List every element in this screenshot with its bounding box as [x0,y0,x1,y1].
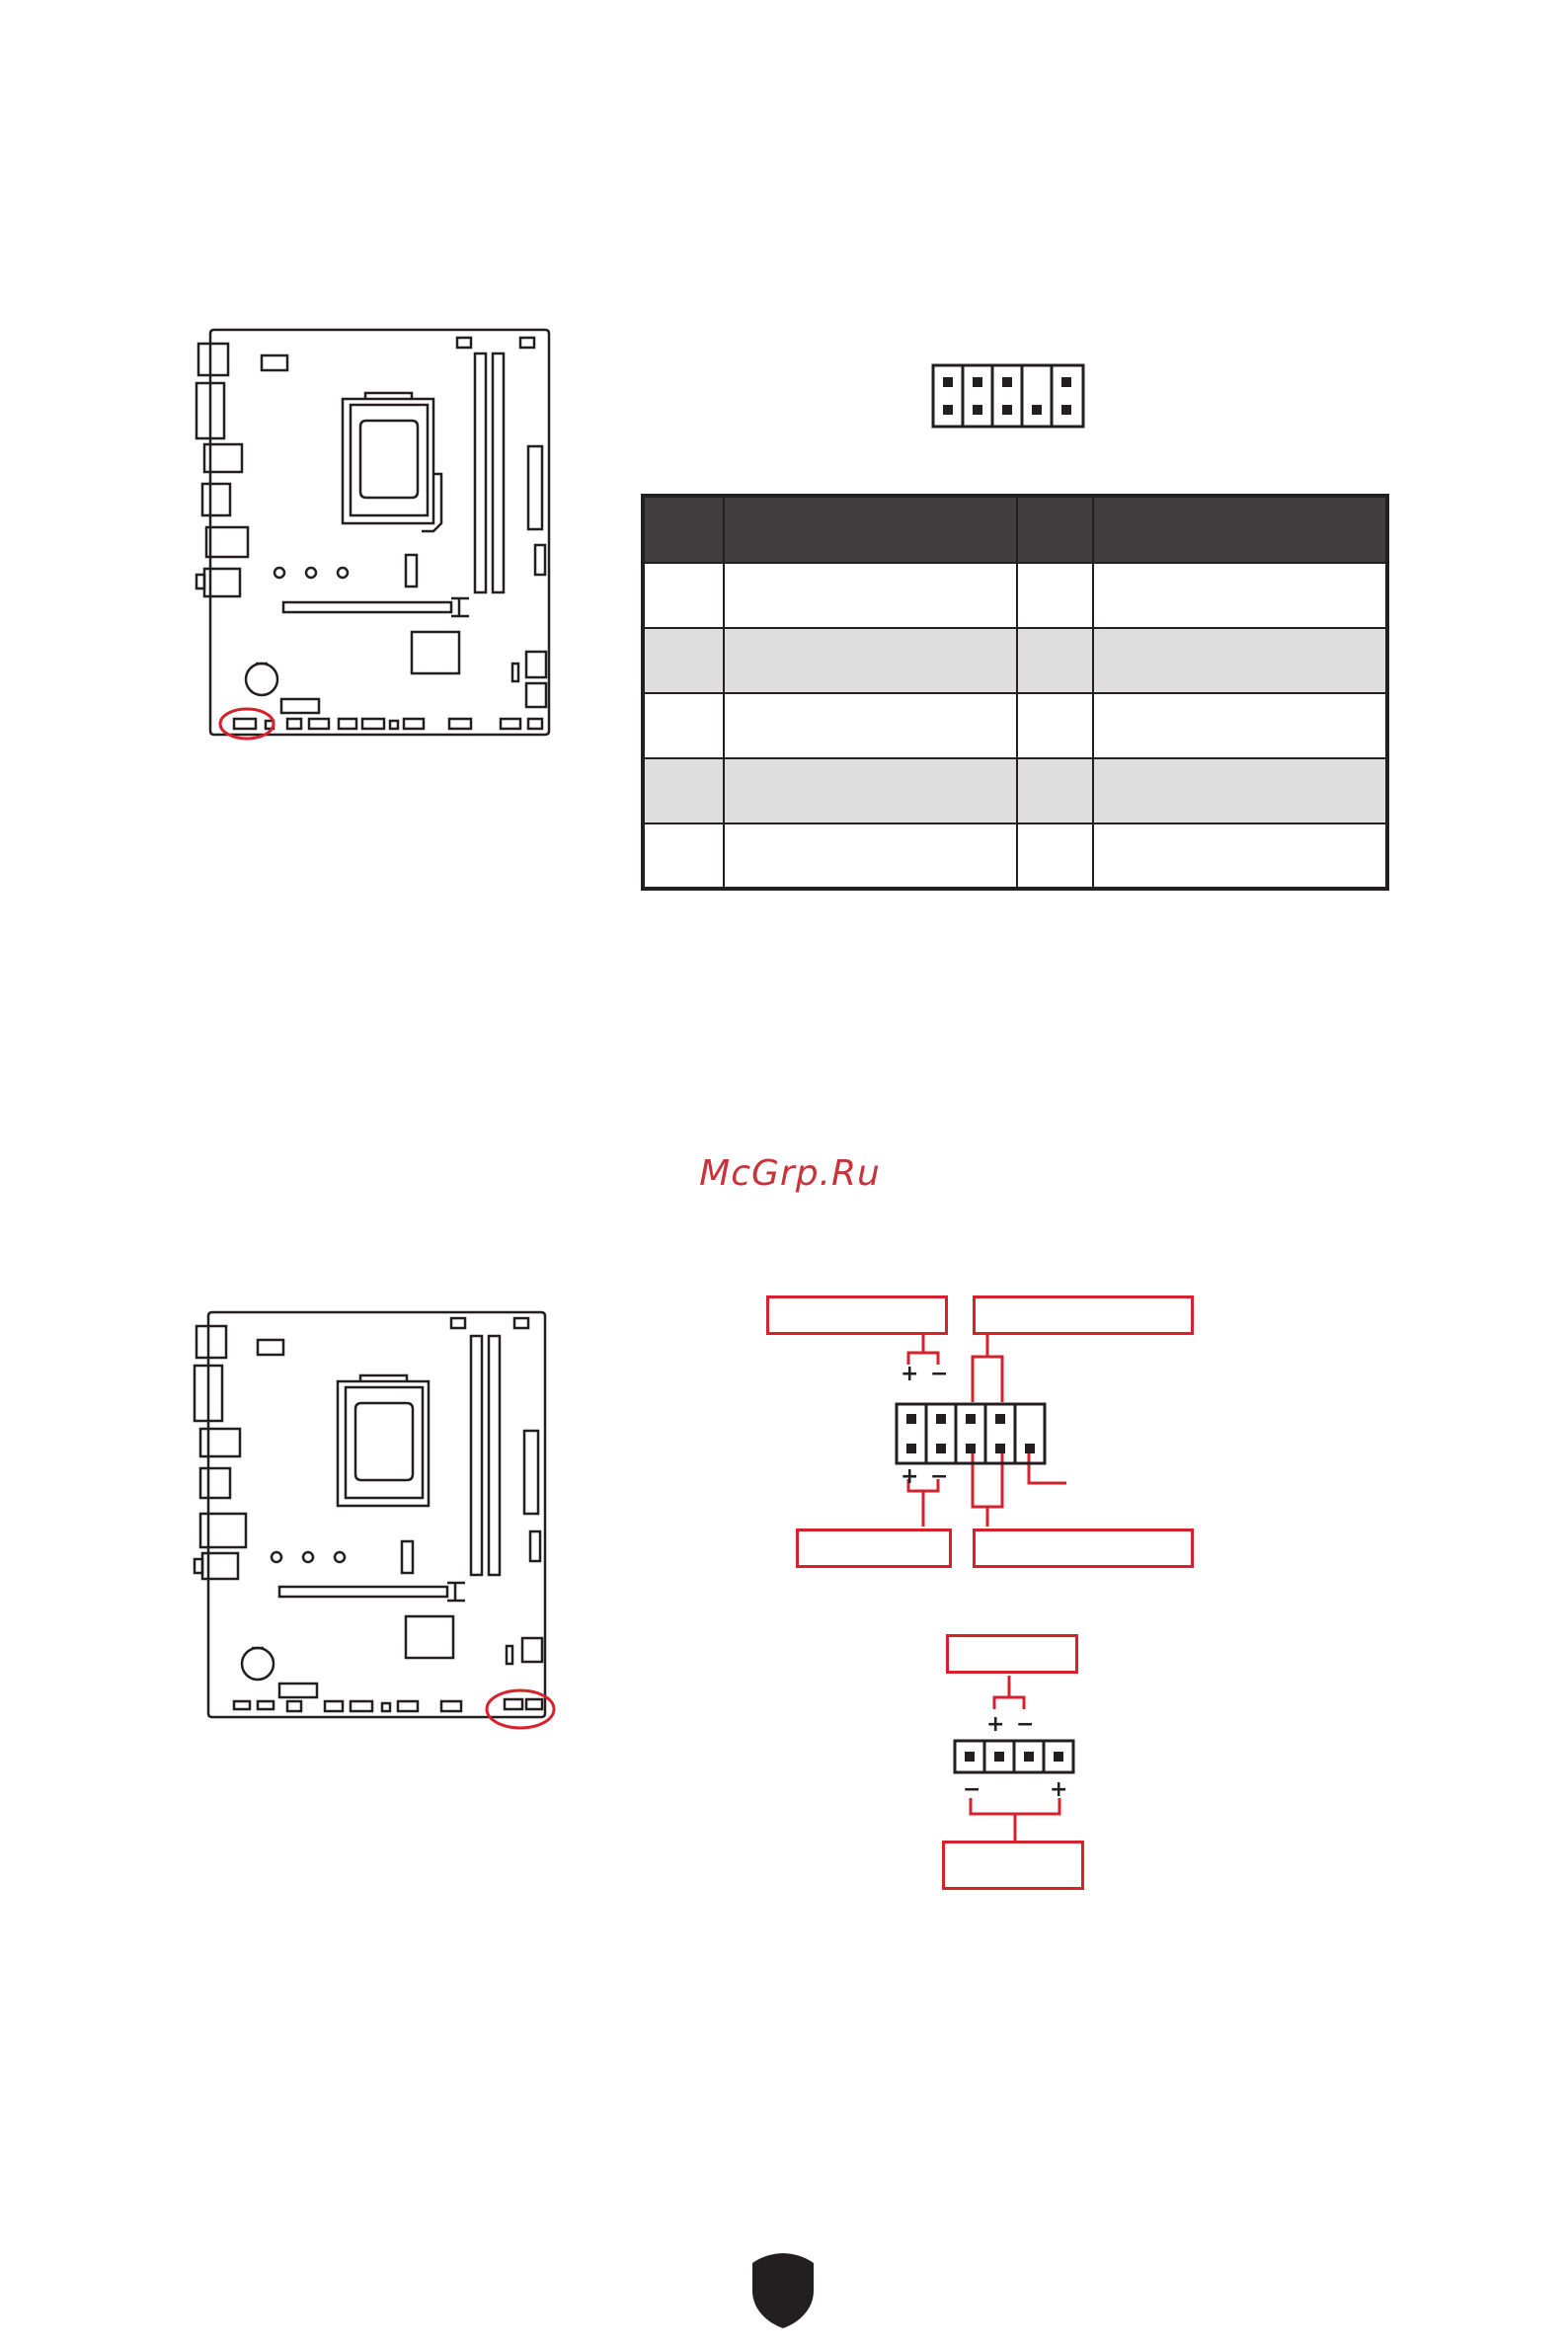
table-cell [1093,563,1385,628]
motherboard-diagram-bottom [193,1308,558,1743]
plus-sign: + [901,1464,919,1489]
table-header-cell [645,498,724,563]
table-cell [1093,758,1385,823]
table-divider [645,823,1385,824]
table-cell [1093,693,1385,758]
10-pin-header-diagram [931,363,1085,429]
table-header-row [645,498,1385,563]
table-divider [645,627,1385,629]
table-cell [645,628,724,693]
table-row [645,758,1385,823]
callout-box-bottom-right [973,1529,1194,1568]
table-cell [1016,563,1093,628]
minus-sign: − [963,1777,981,1802]
callout-box-bottom-left [796,1529,952,1568]
minus-sign: − [930,1362,949,1386]
table-cell [1016,693,1093,758]
table-cell [1016,758,1093,823]
4-pin-header-diagram [943,1674,1081,1843]
table-header-cell [1016,498,1093,563]
table-divider [645,562,1385,564]
table-cell [645,758,724,823]
table-header-cell [1093,498,1385,563]
table-cell [724,693,1016,758]
table-cell [645,693,724,758]
callout-box-4pin-top [946,1634,1078,1674]
9-pin-front-panel-diagram [879,1333,1076,1530]
table-divider [645,757,1385,759]
minus-sign: − [930,1464,949,1489]
plus-sign: + [1050,1777,1068,1802]
table-cell [724,758,1016,823]
plus-sign: + [986,1712,1005,1737]
callout-box-top-right [973,1295,1194,1335]
table-divider [1016,498,1018,887]
table-cell [645,563,724,628]
table-divider [1092,498,1094,887]
table-cell [1016,823,1093,887]
motherboard-diagram-top [193,326,558,741]
table-divider [723,498,725,887]
pin-definition-table [641,494,1389,891]
table-cell [1016,628,1093,693]
table-cell [724,823,1016,887]
table-cell [1093,628,1385,693]
table-row [645,628,1385,693]
callout-box-4pin-bottom [942,1841,1084,1890]
table-header-cell [724,498,1016,563]
minus-sign: − [1016,1712,1035,1737]
table-row [645,823,1385,887]
table-row [645,693,1385,758]
table-cell [724,563,1016,628]
table-cell [724,628,1016,693]
plus-sign: + [901,1362,919,1386]
shield-logo-icon [750,2251,816,2330]
callout-box-top-left [766,1295,948,1335]
table-row [645,563,1385,628]
table-divider [645,692,1385,694]
table-cell [1093,823,1385,887]
watermark-text: McGrp.Ru [699,1153,881,1194]
table-cell [645,823,724,887]
